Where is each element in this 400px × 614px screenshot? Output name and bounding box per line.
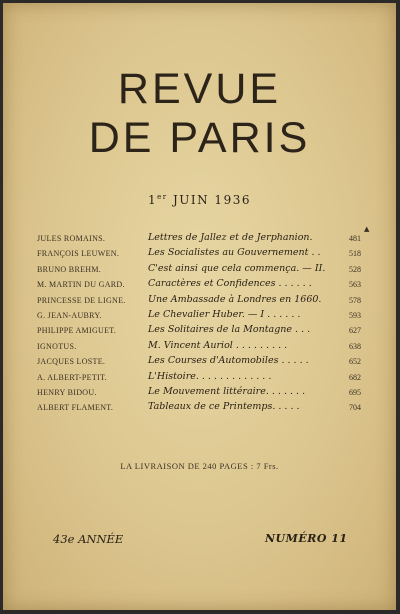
toc-title: Lettres de Jallez et de Jerphanion. [148,232,313,243]
toc-row [31,371,361,386]
masthead-line-1: REVUE [117,65,282,113]
toc-page: 652 [349,357,361,367]
toc-row [31,294,361,309]
toc-page: 704 [349,403,361,413]
corner-mark: ▲ [364,225,370,233]
issue-date-month-year: JUIN 1936 [167,193,251,207]
toc-title: Les Socialistes au Gouvernement . . [148,247,321,259]
toc-row [31,263,361,278]
toc-title: Le Mouvement littéraire. . . . . . . [148,385,306,397]
toc-author: PHILIPPE AMIGUET. [37,326,117,336]
toc-row [31,340,361,355]
toc-row [31,324,361,339]
toc-author: JULES ROMAINS. [37,234,106,243]
issue-date [3,193,396,207]
issue-date-ordinal-suffix: er [157,193,168,201]
toc-row [31,386,361,401]
toc-author: JACQUES LOSTE. [37,357,106,367]
toc-page: 528 [349,264,361,274]
toc-author: HENRY BIDOU. [37,387,97,397]
toc-author: G. JEAN-AUBRY. [37,310,102,320]
toc-page: 518 [349,249,361,259]
toc-row [31,309,361,324]
toc-title: Le Chevalier Huber. — I . . . . . . [148,308,301,320]
toc-title: Caractères et Confidences . . . . . . [148,278,312,290]
toc-author: FRANÇOIS LEUWEN. [37,249,120,259]
toc-title: L'Histoire. . . . . . . . . . . . . [148,370,272,382]
toc-page: 593 [349,310,361,320]
toc-page: 578 [349,295,361,305]
toc-page: 627 [349,326,361,336]
volume-year: 43e ANNÉE [53,532,124,546]
table-of-contents [31,232,361,417]
toc-page: 682 [349,372,361,382]
toc-row [31,401,361,416]
toc-title: C'est ainsi que cela commença. — II. [148,262,326,274]
price-line: LA LIVRAISON DE 240 PAGES : 7 Frs. [120,461,279,471]
toc-author: IGNOTUS. [37,341,77,351]
toc-row [31,355,361,370]
issue-number: NUMÉRO 11 [265,532,348,545]
toc-author: M. MARTIN DU GARD. [37,280,125,290]
toc-row [31,232,361,247]
toc-row [31,247,361,262]
toc-page: 563 [349,280,361,290]
magazine-cover [3,3,396,610]
toc-author: A. ALBERT-PETIT. [37,372,107,382]
toc-title: Les Courses d'Automobiles . . . . . [148,355,309,367]
toc-author: ALBERT FLAMENT. [37,403,114,413]
toc-page: 695 [349,387,361,397]
toc-page: 638 [349,341,361,351]
toc-title: Tableaux de ce Printemps. . . . . [148,401,300,413]
issue-date-day: 1 [148,193,158,207]
masthead-line-2: DE PARIS [88,114,311,162]
toc-title: Une Ambassade à Londres en 1660. [148,293,322,305]
toc-row [31,278,361,293]
toc-page: 481 [349,234,361,243]
toc-author: PRINCESSE DE LIGNE. [37,295,126,305]
toc-author: BRUNO BREHM. [37,264,102,274]
toc-title: M. Vincent Auriol . . . . . . . . . [148,339,288,351]
toc-title: Les Solitaires de la Montagne . . . [148,324,311,336]
